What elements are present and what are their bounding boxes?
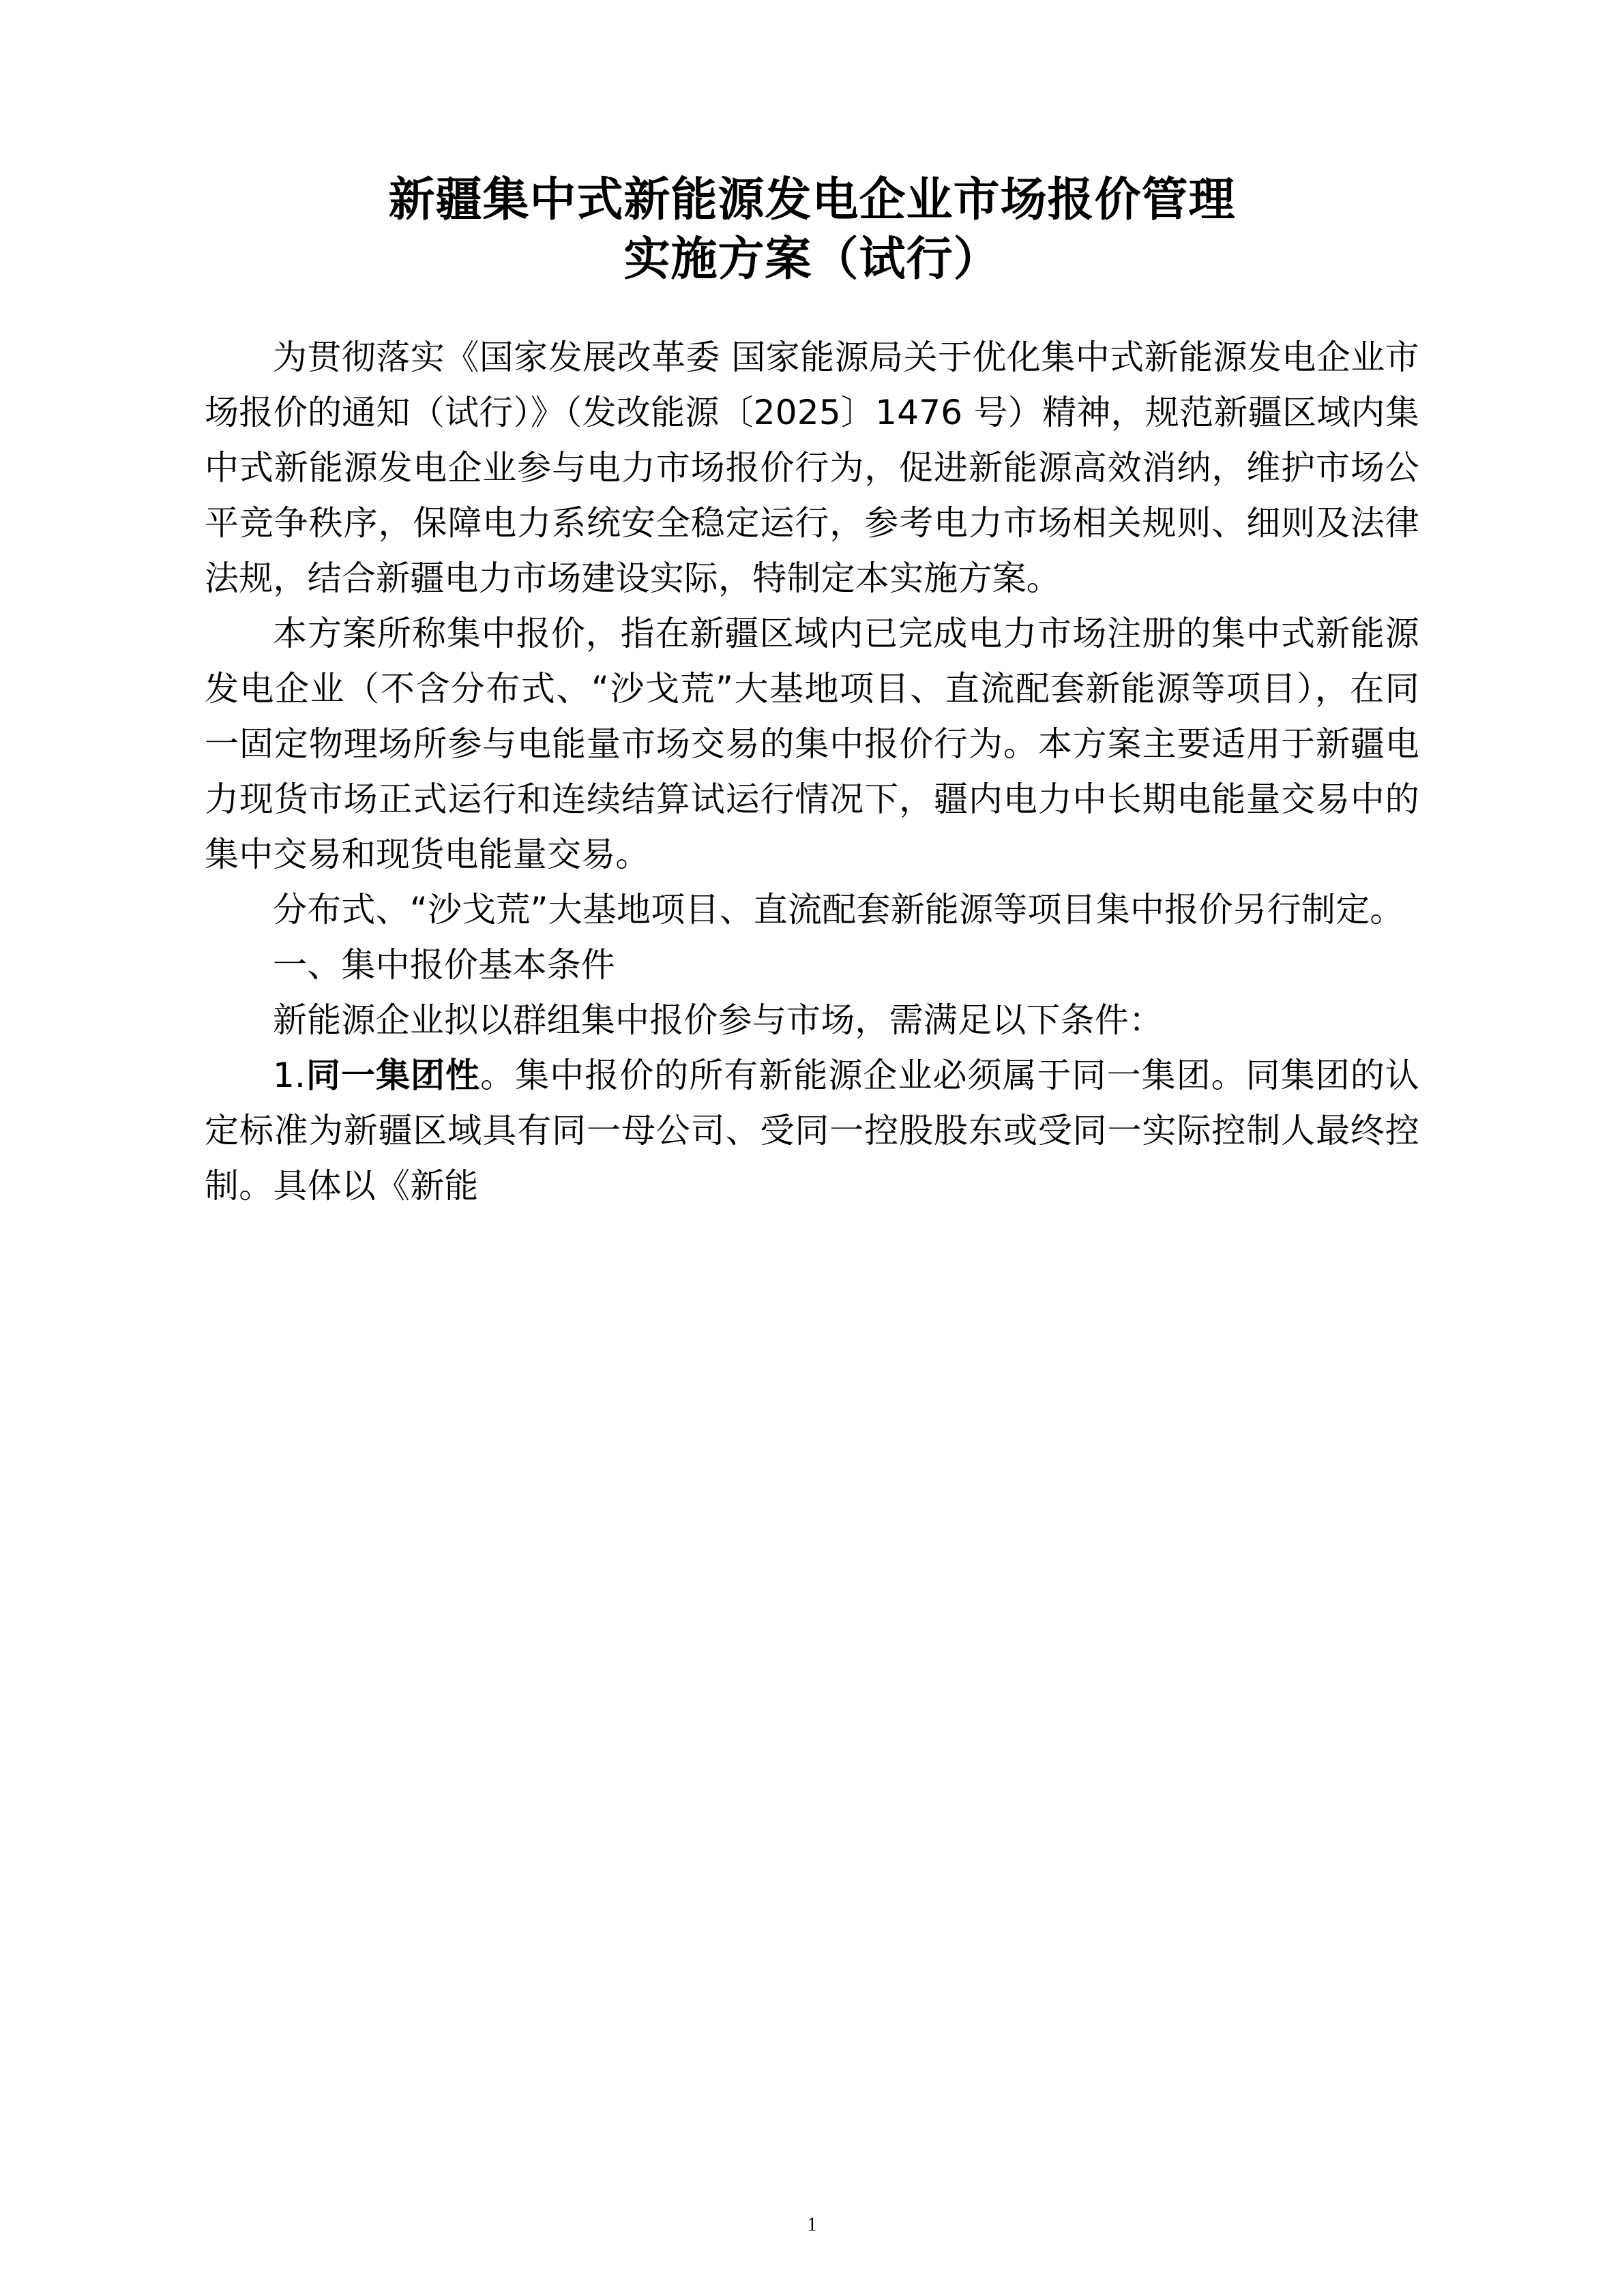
paragraph-3: 分布式、“沙戈荒”大基地项目、直流配套新能源等项目集中报价另行制定。 <box>273 890 1404 930</box>
list-item-1-term: 同一集团性 <box>306 1056 481 1096</box>
page-title <box>205 170 1419 289</box>
document-body <box>205 330 1419 1214</box>
title-line-2: 实施方案（试行） <box>623 233 1001 287</box>
paragraph-2: 本方案所称集中报价，指在新疆区域内已完成电力市场注册的集中式新能源发电企业（不含分布式、“沙戈荒”大基地项目、直流配套新能源等项目），在同一固定物理场所参与电能量市场交易的集中报价行为。本方案主要适用于新疆电力现货市场正式运行和连续结算试运行情况下，疆内电力中长期电能量交易中的集中交易和现货电能量交易。 <box>205 614 1419 875</box>
page-number: 1 <box>807 2214 817 2235</box>
list-item-1-text: 。集中报价的所有新能源企业必须属于同一集团。同集团的认定标准为新疆区域具有同一母公司、受同一控股股东或受同一实际控制人最终控制。具体以《新能 <box>205 1056 1419 1206</box>
title-line-1: 新疆集中式新能源发电企业市场报价管理 <box>388 173 1236 227</box>
list-item-1-number: 1. <box>273 1056 306 1096</box>
section-heading-1: 一、集中报价基本条件 <box>273 945 615 985</box>
paragraph-1: 为贯彻落实《国家发展改革委 国家能源局关于优化集中式新能源发电企业市场报价的通知（试行）》（发改能源〔2025〕1476 号）精神，规范新疆区域内集中式新能源发电企业参与电力市场报价行为，促进新能源高效消纳，维护市场公平竞争秩序，保障电力系统安全稳定运行，参考电力市场相关规则、细则及法律法规，结合新疆电力市场建设实际，特制定本实施方案。 <box>205 338 1419 599</box>
list-item-1 <box>205 1048 1419 1214</box>
paragraph-5: 新能源企业拟以群组集中报价参与市场，需满足以下条件： <box>273 1000 1164 1041</box>
